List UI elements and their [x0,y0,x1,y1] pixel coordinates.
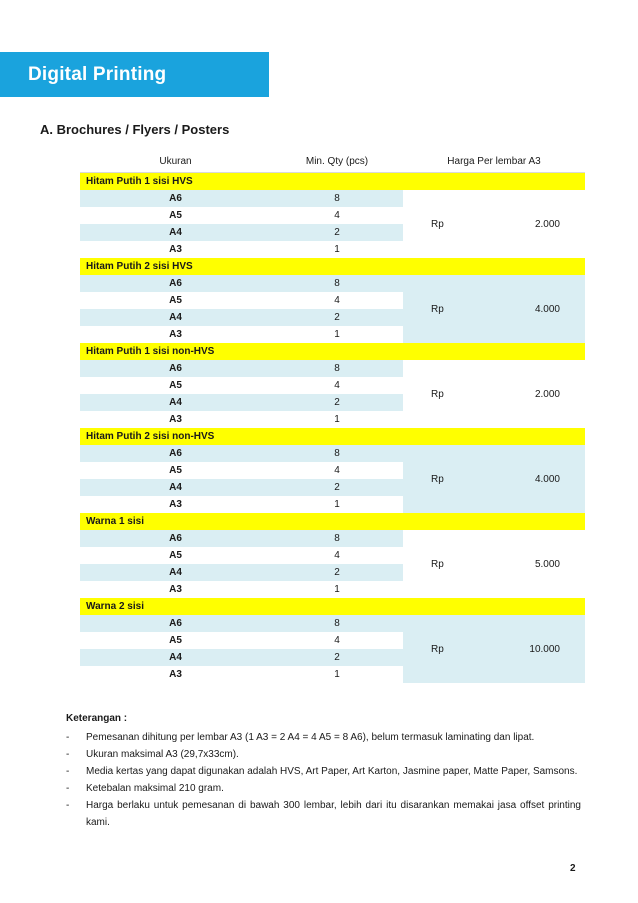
currency-label: Rp [431,388,444,400]
price-cell [403,445,585,513]
price-cell [403,275,585,343]
qty-cell: 8 [271,190,403,207]
price-amount: 4.000 [534,473,560,485]
size-cell: A3 [169,414,182,425]
category-row [80,513,585,530]
category-row [80,343,585,360]
price-amount: 5.000 [534,558,560,570]
qty-cell: 2 [271,394,403,411]
category-spacer [271,513,403,530]
size-cell: A4 [80,224,271,241]
size-cell: A6 [80,190,271,207]
header-price: Harga Per lembar A3 [403,152,585,173]
size-cell: A3 [169,244,182,255]
page-number: 2 [570,863,576,874]
price-amount: 2.000 [534,218,560,230]
table-row [80,530,585,547]
header-qty: Min. Qty (pcs) [271,152,403,173]
size-cell: A5 [169,210,182,221]
note-item [66,780,581,797]
category-spacer [271,258,403,275]
price-value [403,556,585,573]
table-row [80,190,585,207]
size-cell: A5 [169,465,182,476]
size-cell: A3 [169,669,182,680]
category-spacer [271,598,403,615]
currency-label: Rp [431,218,444,230]
size-cell: A3 [169,499,182,510]
notes-list [66,729,581,831]
qty-cell: 2 [271,564,403,581]
qty-cell: 4 [334,550,340,561]
qty-cell: 4 [334,380,340,391]
size-cell: A4 [80,649,271,666]
price-value [403,301,585,318]
table-row [80,615,585,632]
size-cell: A4 [80,564,271,581]
note-text: Pemesanan dihitung per lembar A3 (1 A3 = 2 A4 = 4 A5 = 8 A6), belum termasuk laminating dan lipat. [86,732,535,743]
category-label: Warna 2 sisi [80,598,271,615]
qty-cell: 4 [334,295,340,306]
size-cell: A4 [80,394,271,411]
price-cell [403,615,585,683]
note-text: Media kertas yang dapat digunakan adalah HVS, Art Paper, Art Karton, Jasmine paper, Matte Paper, Samsons. [86,766,578,777]
price-value [403,471,585,488]
category-spacer [403,428,585,445]
qty-cell: 1 [334,584,340,595]
qty-cell: 1 [334,414,340,425]
qty-cell: 2 [271,309,403,326]
size-cell: A3 [169,329,182,340]
currency-label: Rp [431,473,444,485]
category-spacer [403,598,585,615]
note-text: Ketebalan maksimal 210 gram. [86,783,224,794]
category-row [80,598,585,615]
category-row [80,428,585,445]
category-label: Hitam Putih 1 sisi HVS [80,173,271,191]
table-header-row [80,152,585,173]
note-bullet: - [66,783,70,794]
note-bullet: - [66,766,70,777]
qty-cell: 4 [334,210,340,221]
category-spacer [403,343,585,360]
category-spacer [403,513,585,530]
currency-label: Rp [431,558,444,570]
category-row [80,173,585,191]
category-spacer [271,173,403,191]
size-cell: A4 [80,479,271,496]
category-label: Hitam Putih 1 sisi non-HVS [80,343,271,360]
category-spacer [403,258,585,275]
note-item [66,746,581,763]
qty-cell: 8 [271,615,403,632]
qty-cell: 2 [271,479,403,496]
size-cell: A3 [169,584,182,595]
price-value [403,641,585,658]
qty-cell: 8 [271,530,403,547]
qty-cell: 8 [271,275,403,292]
price-cell [403,360,585,428]
category-spacer [403,173,585,191]
price-amount: 10.000 [529,643,560,655]
note-bullet: - [66,732,70,743]
size-cell: A5 [169,635,182,646]
category-label: Warna 1 sisi [80,513,271,530]
category-label: Hitam Putih 2 sisi HVS [80,258,271,275]
qty-cell: 2 [271,224,403,241]
category-spacer [271,428,403,445]
qty-cell: 1 [334,669,340,680]
size-cell: A6 [80,615,271,632]
category-spacer [271,343,403,360]
category-label: Hitam Putih 2 sisi non-HVS [80,428,271,445]
size-cell: A5 [169,295,182,306]
qty-cell: 1 [334,244,340,255]
size-cell: A5 [169,550,182,561]
note-bullet: - [66,749,70,760]
note-text: Harga berlaku untuk pemesanan di bawah 300 lembar, lebih dari itu disarankan memakai jasa offset printing kami. [86,800,581,828]
note-bullet: - [66,800,70,811]
section-title: A. Brochures / Flyers / Posters [40,122,230,137]
size-cell: A5 [169,380,182,391]
size-cell: A6 [80,445,271,462]
category-row [80,258,585,275]
price-cell [403,190,585,258]
currency-label: Rp [431,303,444,315]
qty-cell: 4 [334,465,340,476]
size-cell: A4 [80,309,271,326]
table-row [80,275,585,292]
banner-title: Digital Printing [28,63,167,85]
note-item [66,797,581,831]
qty-cell: 8 [271,445,403,462]
size-cell: A6 [80,360,271,377]
note-text: Ukuran maksimal A3 (29,7x33cm). [86,749,239,760]
qty-cell: 8 [271,360,403,377]
table-body [80,173,585,684]
qty-cell: 4 [334,635,340,646]
header-size: Ukuran [80,152,271,173]
price-value [403,386,585,403]
price-value [403,216,585,233]
price-amount: 4.000 [534,303,560,315]
table-row [80,360,585,377]
note-item [66,763,581,780]
header-banner [0,52,269,97]
price-amount: 2.000 [534,388,560,400]
size-cell: A6 [80,530,271,547]
qty-cell: 1 [334,329,340,340]
table-row [80,445,585,462]
notes-section [66,710,581,831]
size-cell: A6 [80,275,271,292]
price-cell [403,530,585,598]
notes-title: Keterangan : [66,713,128,724]
price-table [80,152,585,683]
qty-cell: 1 [334,499,340,510]
qty-cell: 2 [271,649,403,666]
currency-label: Rp [431,643,444,655]
note-item [66,729,581,746]
